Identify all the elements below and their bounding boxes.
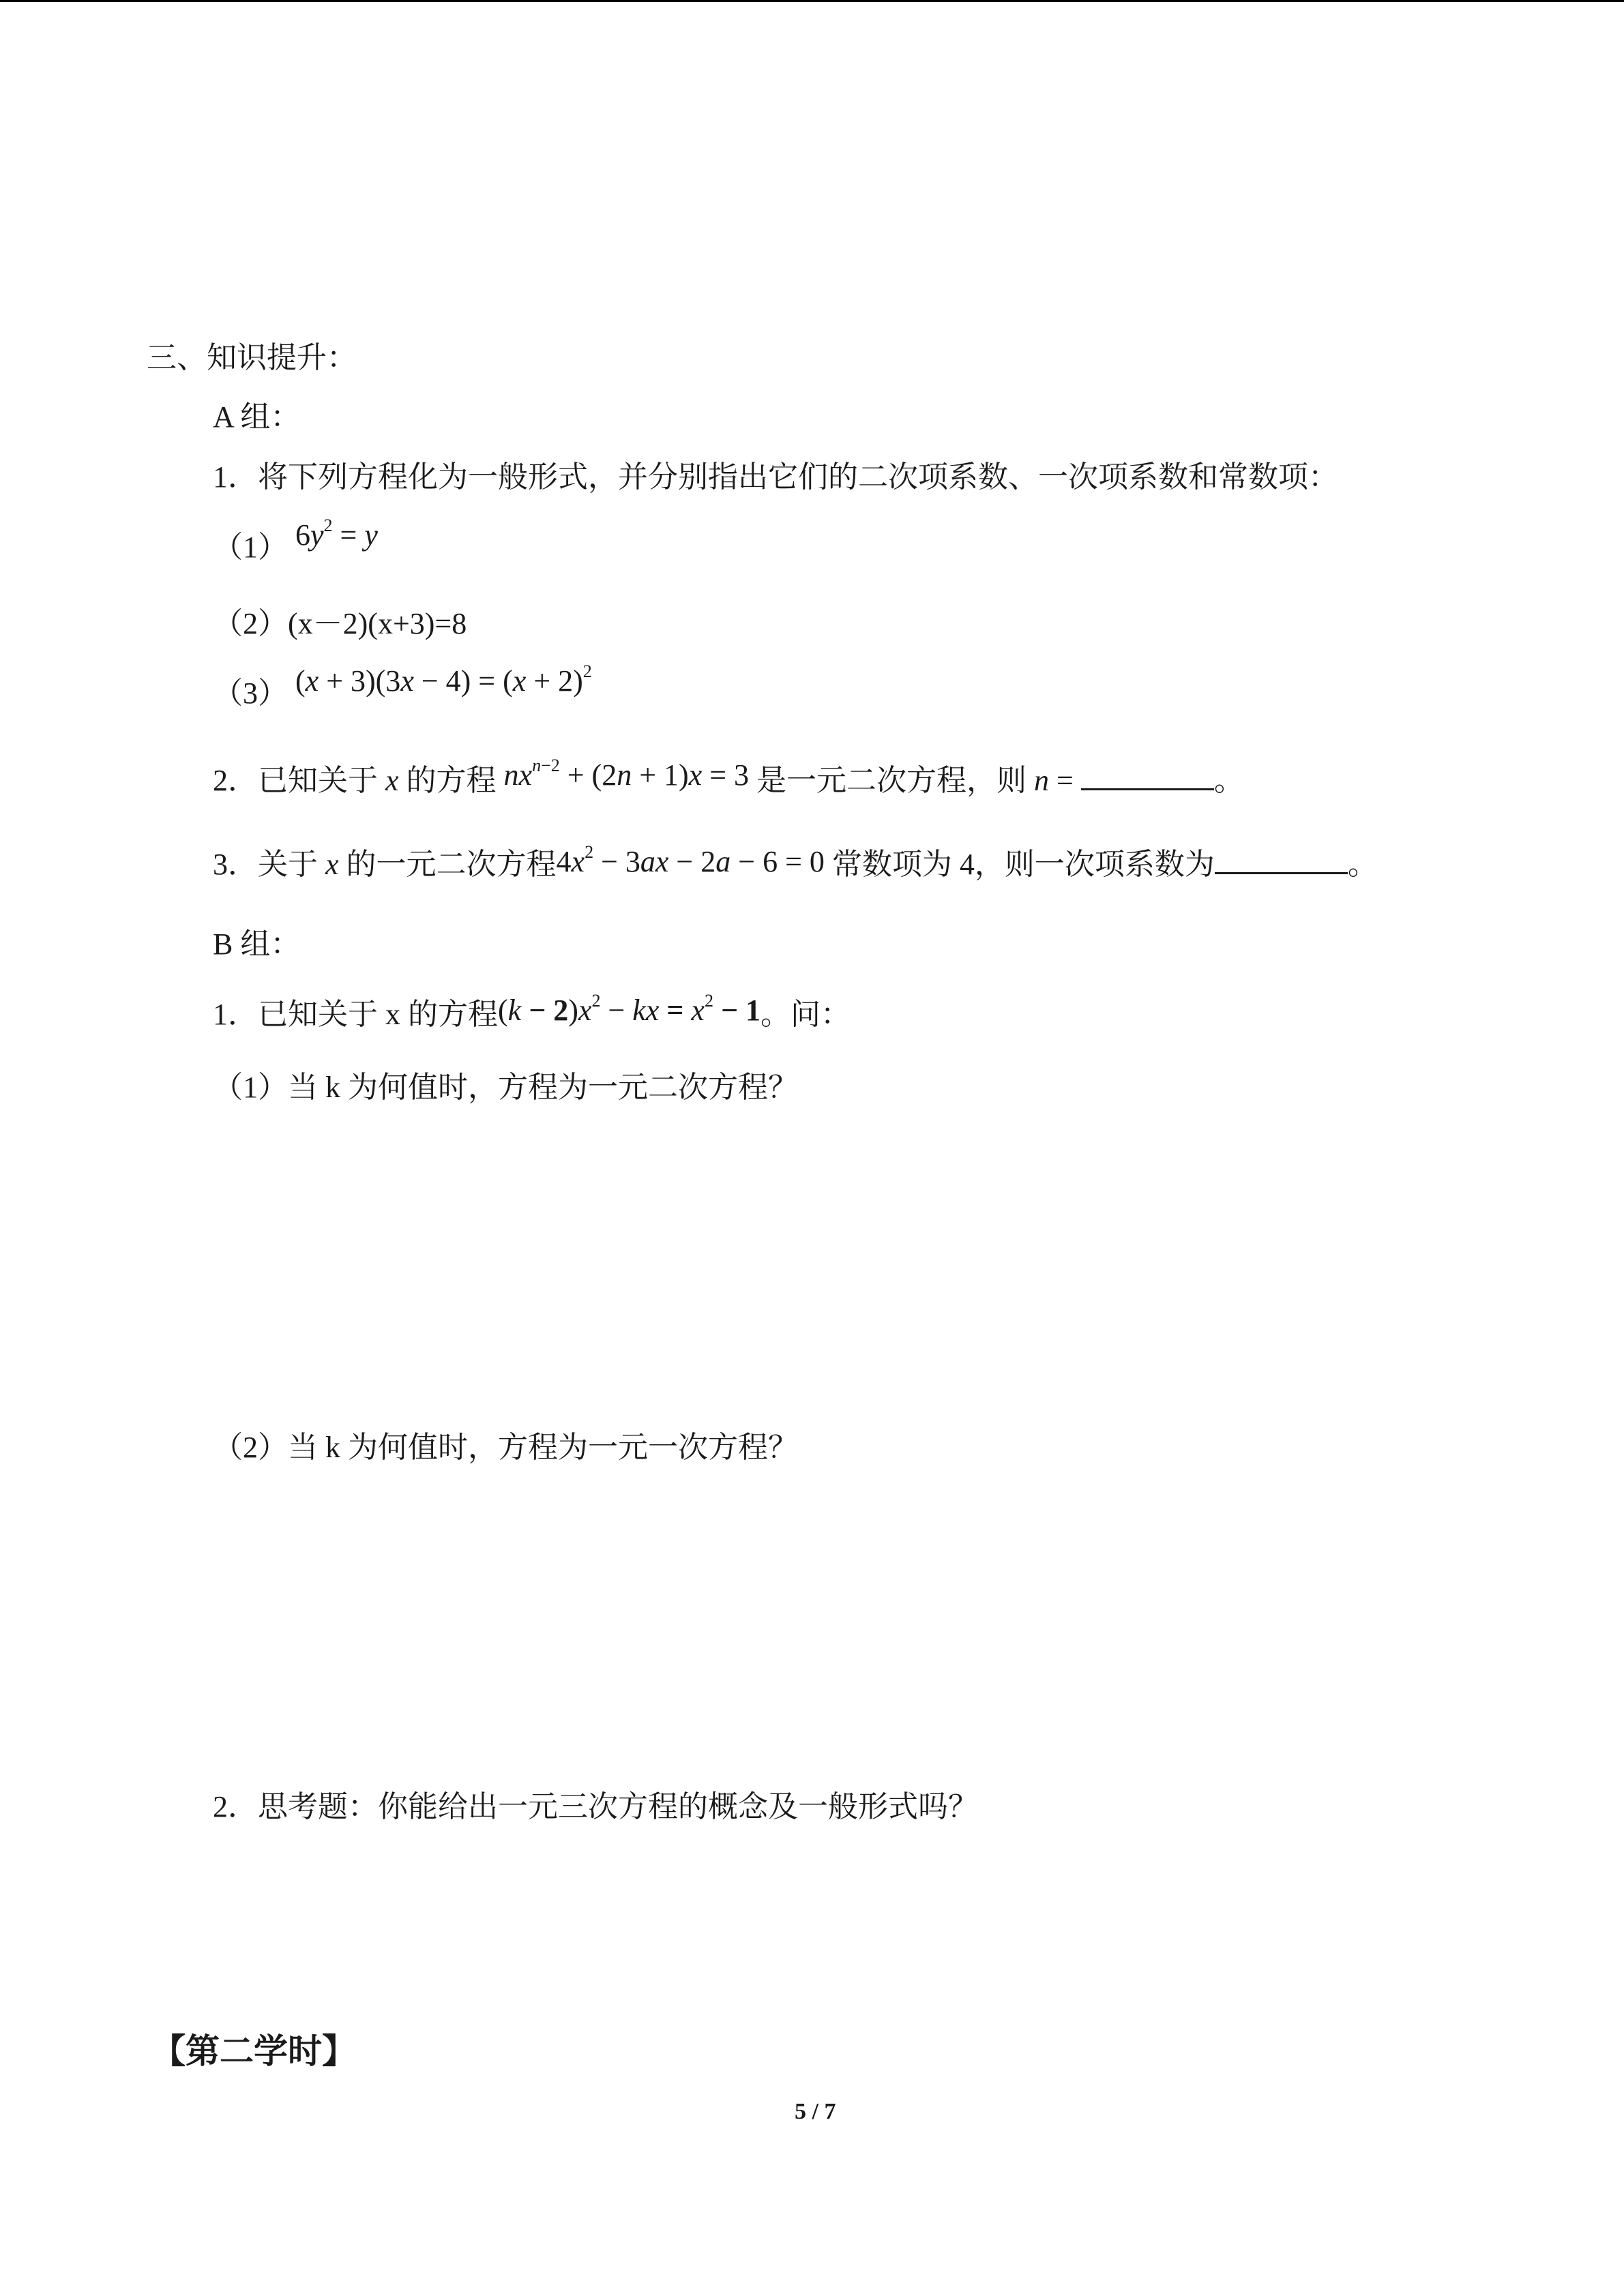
b1-suffix: 。问： [761, 998, 851, 1031]
question-b1-sub1: （1）当 k 为何值时，方程为一元二次方程？ [213, 1071, 798, 1104]
equation-a1-3: $(x + 3)(3x - 4) = (x + 2)^2$ [288, 661, 592, 698]
question-b2: 2．思考题：你能给出一元三次方程的概念及一般形式吗？ [213, 1790, 978, 1823]
part1-label: （1） [213, 531, 288, 564]
page-number: 5 / 7 [795, 2099, 836, 2124]
variable-x: x [378, 764, 407, 797]
answer-blank-a2[interactable] [1081, 761, 1214, 790]
equation-b1: $(k - 2)x^2$ − kx = $x^2 - 1$ [498, 991, 761, 1027]
equation-a2: $nx^{n-2} + (2n + 1)x = 3$ [503, 756, 757, 792]
group-b-label: B 组： [213, 927, 301, 961]
question-a1-part3 [213, 661, 592, 718]
q2-prefix: 2．已知关于 [213, 764, 378, 797]
equation-a3: $4x^2 - 3ax - 2a - 6 = 0$ [556, 842, 832, 878]
section-heading: 三、知识提升： [147, 341, 357, 374]
equation-a1-2: (x－2)(x+3)=8 [288, 607, 467, 640]
question-a3 [213, 844, 1378, 889]
answer-blank-a3[interactable] [1215, 845, 1348, 874]
question-a1-part2 [213, 603, 467, 644]
part2-label: （2） [213, 607, 288, 640]
q3-prefix: 3．关于 [213, 848, 318, 881]
b1-prefix: 1．已知关于 x 的方程 [213, 998, 498, 1031]
part3-label: （3） [213, 676, 288, 710]
question-a1-part1 [213, 516, 378, 572]
next-section-title: 【第二学时】 [151, 2032, 356, 2070]
page-top-border [0, 0, 1624, 2]
question-b1 [213, 991, 851, 1039]
q3-middle: 的一元二次方程 [346, 848, 557, 881]
q2-suffix: 是一元二次方程，则 [756, 764, 1027, 797]
question-b1-sub2: （2）当 k 为何值时，方程为一元一次方程？ [213, 1431, 798, 1464]
question-a1: 1．将下列方程化为一般形式，并分别指出它们的二次项系数、一次项系数和常数项： [213, 460, 1338, 494]
q3-suffix: 常数项为 4，则一次项系数为 [831, 848, 1215, 881]
q2-end: 。 [1213, 764, 1244, 797]
group-a-label: A 组： [213, 400, 301, 434]
q2-middle: 的方程 [406, 764, 497, 797]
q3-end: 。 [1347, 848, 1378, 881]
equation-a1-1: $6y^2 = y$ [288, 516, 378, 552]
variable-n: n = [1034, 764, 1081, 797]
question-a2 [213, 756, 1244, 805]
variable-x: x [318, 848, 346, 881]
